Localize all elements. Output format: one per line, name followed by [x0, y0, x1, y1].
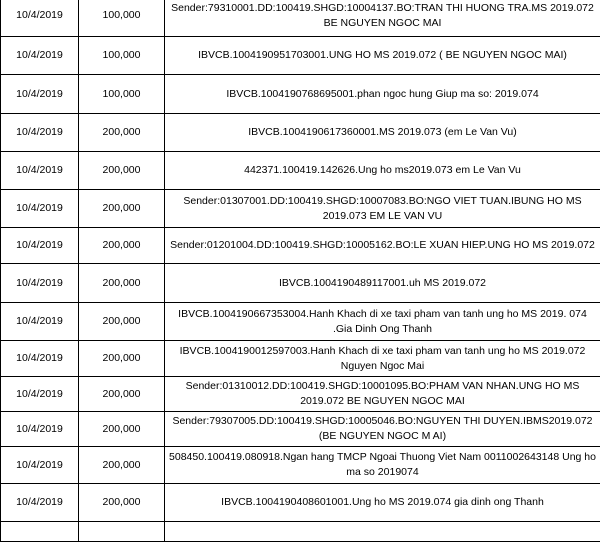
date-cell: 10/4/2019: [1, 412, 79, 447]
description-cell: [165, 522, 600, 542]
description-cell: IBVCB.1004190951703001.UNG HO MS 2019.072 ( BE NGUYEN NGOC MAI): [165, 37, 600, 75]
amount-cell: 200,000: [79, 114, 165, 152]
table-row: [1, 447, 600, 484]
date-cell: 10/4/2019: [1, 377, 79, 412]
description-cell: 442371.100419.142626.Ung ho ms2019.073 em Le Van Vu: [165, 152, 600, 190]
amount-cell: 200,000: [79, 412, 165, 447]
table-row: [1, 377, 600, 412]
amount-cell: 200,000: [79, 377, 165, 412]
description-cell: IBVCB.1004190489117001.uh MS 2019.072: [165, 264, 600, 303]
amount-cell: 100,000: [79, 0, 165, 37]
table-row: [1, 152, 600, 190]
date-cell: [1, 522, 79, 542]
description-cell: IBVCB.1004190617360001.MS 2019.073 (em Le Van Vu): [165, 114, 600, 152]
description-cell: IBVCB.1004190012597003.Hanh Khach di xe taxi pham van tanh ung ho MS 2019.072 Nguyen Ngoc Mai: [165, 341, 600, 377]
table-row: [1, 75, 600, 114]
amount-cell: 200,000: [79, 228, 165, 264]
table-row: [1, 0, 600, 37]
description-cell: Sender:01201004.DD:100419.SHGD:10005162.BO:LE XUAN HIEP.UNG HO MS 2019.072: [165, 228, 600, 264]
amount-cell: 100,000: [79, 75, 165, 114]
table-row: [1, 484, 600, 522]
table-row: [1, 37, 600, 75]
amount-cell: 200,000: [79, 303, 165, 341]
date-cell: 10/4/2019: [1, 447, 79, 484]
date-cell: 10/4/2019: [1, 341, 79, 377]
amount-cell: 200,000: [79, 190, 165, 228]
amount-cell: 200,000: [79, 264, 165, 303]
amount-cell: 200,000: [79, 447, 165, 484]
date-cell: 10/4/2019: [1, 75, 79, 114]
transaction-table-body: [1, 0, 600, 542]
description-cell: Sender:79307005.DD:100419.SHGD:10005046.BO:NGUYEN THI DUYEN.IBMS2019.072 (BE NGUYEN NGOC M AI): [165, 412, 600, 447]
description-cell: 508450.100419.080918.Ngan hang TMCP Ngoai Thuong Viet Nam 0011002643148 Ung ho ma so 2019074: [165, 447, 600, 484]
table-row: [1, 264, 600, 303]
table-row: [1, 522, 600, 542]
date-cell: 10/4/2019: [1, 190, 79, 228]
date-cell: 10/4/2019: [1, 37, 79, 75]
table-row: [1, 412, 600, 447]
description-cell: Sender:79310001.DD:100419.SHGD:10004137.BO:TRAN THI HUONG TRA.MS 2019.072 BE NGUYEN NGOC MAI: [165, 0, 600, 37]
date-cell: 10/4/2019: [1, 152, 79, 190]
amount-cell: 200,000: [79, 341, 165, 377]
date-cell: 10/4/2019: [1, 228, 79, 264]
table-row: [1, 114, 600, 152]
date-cell: 10/4/2019: [1, 303, 79, 341]
date-cell: 10/4/2019: [1, 114, 79, 152]
amount-cell: [79, 522, 165, 542]
date-cell: 10/4/2019: [1, 0, 79, 37]
description-cell: IBVCB.1004190768695001.phan ngoc hung Giup ma so: 2019.074: [165, 75, 600, 114]
amount-cell: 200,000: [79, 152, 165, 190]
table-row: [1, 190, 600, 228]
description-cell: Sender:01307001.DD:100419.SHGD:10007083.BO:NGO VIET TUAN.IBUNG HO MS 2019.073 EM LE VAN VU: [165, 190, 600, 228]
table-row: [1, 341, 600, 377]
date-cell: 10/4/2019: [1, 264, 79, 303]
amount-cell: 200,000: [79, 484, 165, 522]
date-cell: 10/4/2019: [1, 484, 79, 522]
table-row: [1, 303, 600, 341]
description-cell: Sender:01310012.DD:100419.SHGD:10001095.BO:PHAM VAN NHAN.UNG HO MS 2019.072 BE NGUYEN NGOC MAI: [165, 377, 600, 412]
description-cell: IBVCB.1004190408601001.Ung ho MS 2019.074 gia dinh ong Thanh: [165, 484, 600, 522]
amount-cell: 100,000: [79, 37, 165, 75]
description-cell: IBVCB.1004190667353004.Hanh Khach di xe taxi pham van tanh ung ho MS 2019. 074 .Gia Dinh Ong Thanh: [165, 303, 600, 341]
table-row: [1, 228, 600, 264]
